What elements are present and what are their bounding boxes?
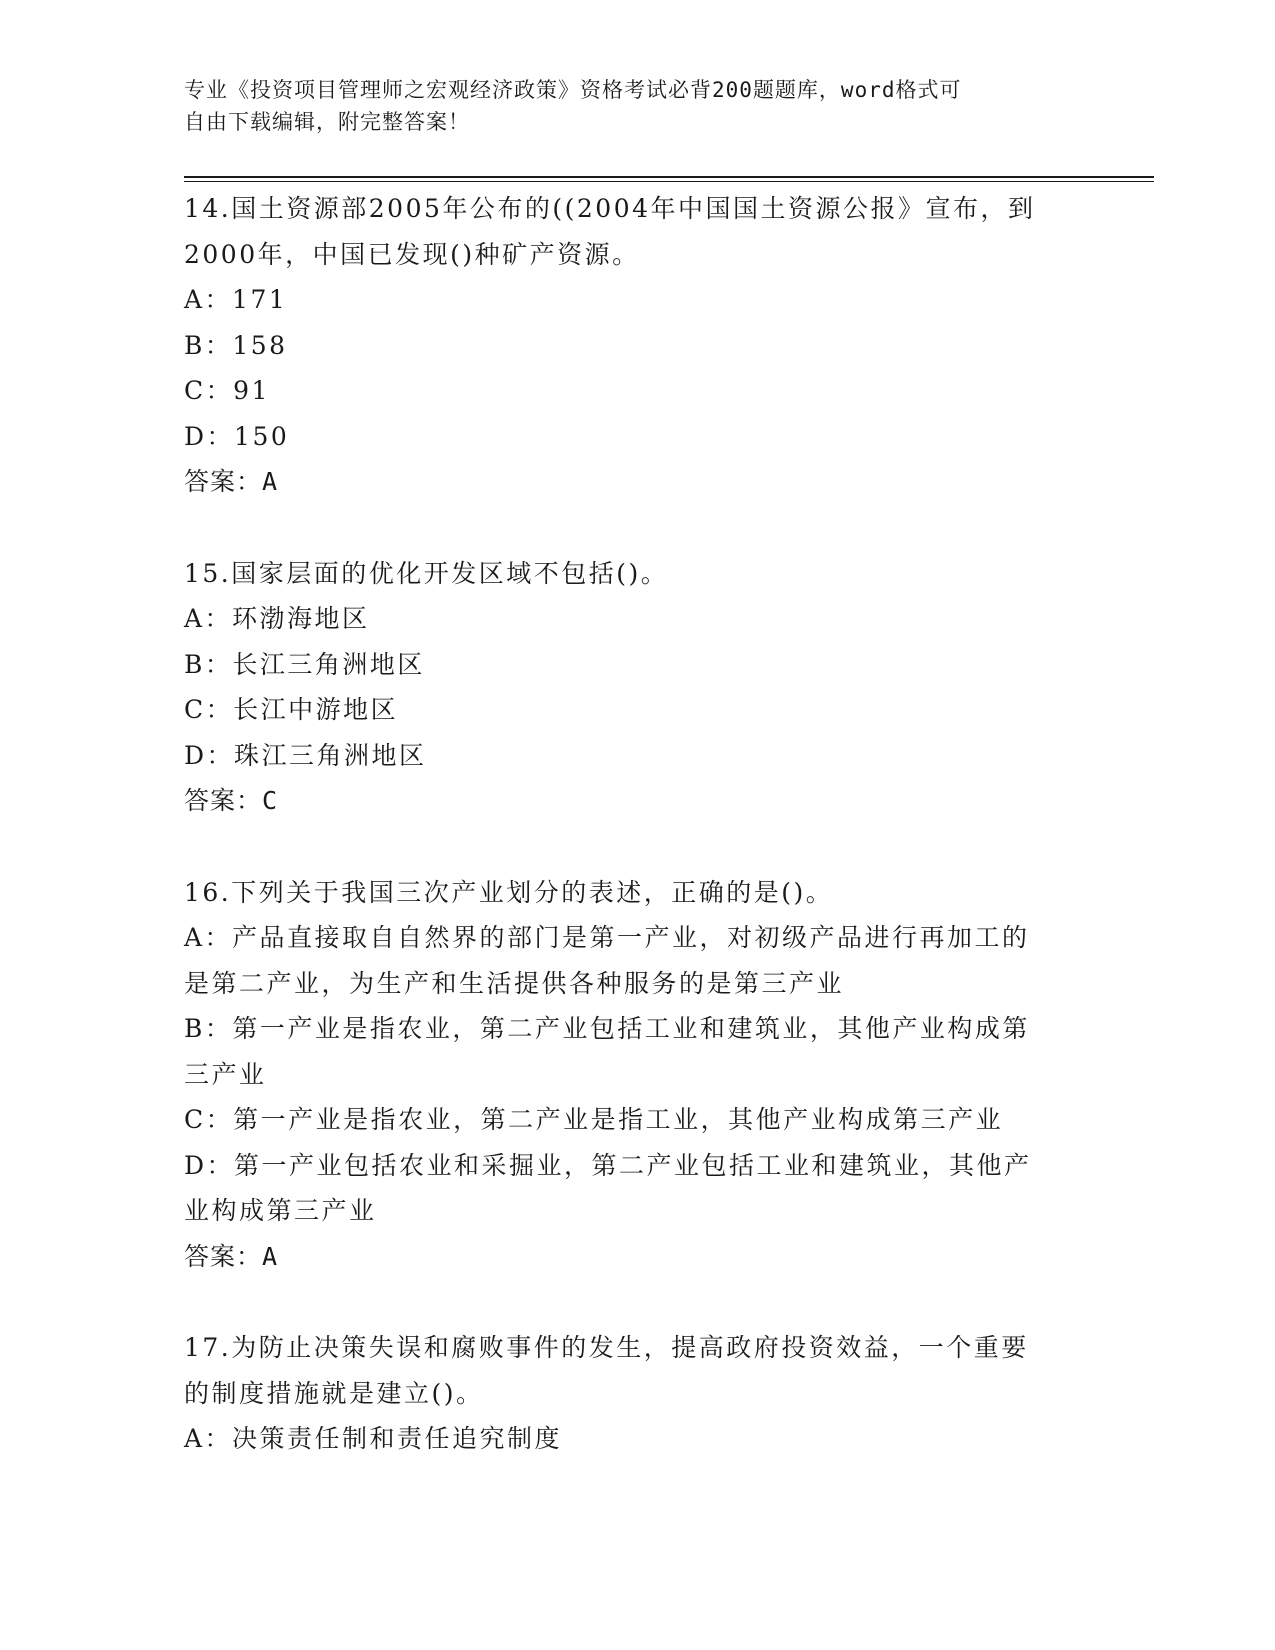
document-header bbox=[184, 74, 1064, 138]
header-line-1: 专业《投资项目管理师之宏观经济政策》资格考试必背200题题库，word格式可 bbox=[184, 78, 962, 102]
option-line: B：第一产业是指农业，第二产业包括工业和建筑业，其他产业构成第 bbox=[184, 1014, 1030, 1043]
option-line: C：91 bbox=[184, 376, 270, 405]
question-stem-line: 的制度措施就是建立()。 bbox=[184, 1378, 484, 1408]
answer-line: 答案：A bbox=[184, 467, 279, 496]
option-line: A：环渤海地区 bbox=[184, 604, 370, 633]
header-line-2: 自由下载编辑，附完整答案！ bbox=[184, 110, 470, 134]
question-block bbox=[184, 870, 1064, 1280]
option-line: A：171 bbox=[184, 285, 288, 314]
question-block bbox=[184, 551, 1064, 824]
question-list bbox=[184, 186, 1064, 1462]
option-line: B：长江三角洲地区 bbox=[184, 649, 425, 679]
question-spacer bbox=[184, 824, 1064, 870]
answer-line: 答案：A bbox=[184, 1241, 279, 1271]
question-stem-line: 2000年，中国已发现()种矿产资源。 bbox=[184, 239, 640, 269]
option-line: 业构成第三产业 bbox=[184, 1196, 377, 1225]
question-stem-line: 15.国家层面的优化开发区域不包括()。 bbox=[184, 558, 669, 588]
option-line: B：158 bbox=[184, 330, 288, 360]
question-stem-line: 16.下列关于我国三次产业划分的表述，正确的是()。 bbox=[184, 877, 834, 907]
option-line: A：产品直接取自自然界的部门是第一产业，对初级产品进行再加工的 bbox=[184, 923, 1030, 952]
option-line: D：珠江三角洲地区 bbox=[184, 740, 427, 770]
option-line: C：第一产业是指农业，第二产业是指工业，其他产业构成第三产业 bbox=[184, 1105, 1004, 1134]
question-stem-line: 14.国土资源部2005年公布的((2004年中国国土资源公报》宣布，到 bbox=[184, 194, 1036, 223]
question-block bbox=[184, 1325, 1064, 1462]
answer-line: 答案：C bbox=[184, 786, 279, 815]
option-line: D：第一产业包括农业和采掘业，第二产业包括工业和建筑业，其他产 bbox=[184, 1150, 1032, 1180]
option-line: 是第二产业，为生产和生活提供各种服务的是第三产业 bbox=[184, 968, 845, 998]
header-divider-thin bbox=[184, 181, 1154, 182]
question-stem-line: 17.为防止决策失误和腐败事件的发生，提高政府投资效益，一个重要 bbox=[184, 1333, 1029, 1362]
option-line: C：长江中游地区 bbox=[184, 695, 399, 724]
question-block bbox=[184, 186, 1064, 505]
option-line: 三产业 bbox=[184, 1059, 267, 1089]
header-divider-thick bbox=[184, 176, 1154, 178]
question-spacer bbox=[184, 1279, 1064, 1325]
question-spacer bbox=[184, 505, 1064, 551]
option-line: A：决策责任制和责任追究制度 bbox=[184, 1424, 563, 1453]
option-line: D：150 bbox=[184, 421, 290, 451]
